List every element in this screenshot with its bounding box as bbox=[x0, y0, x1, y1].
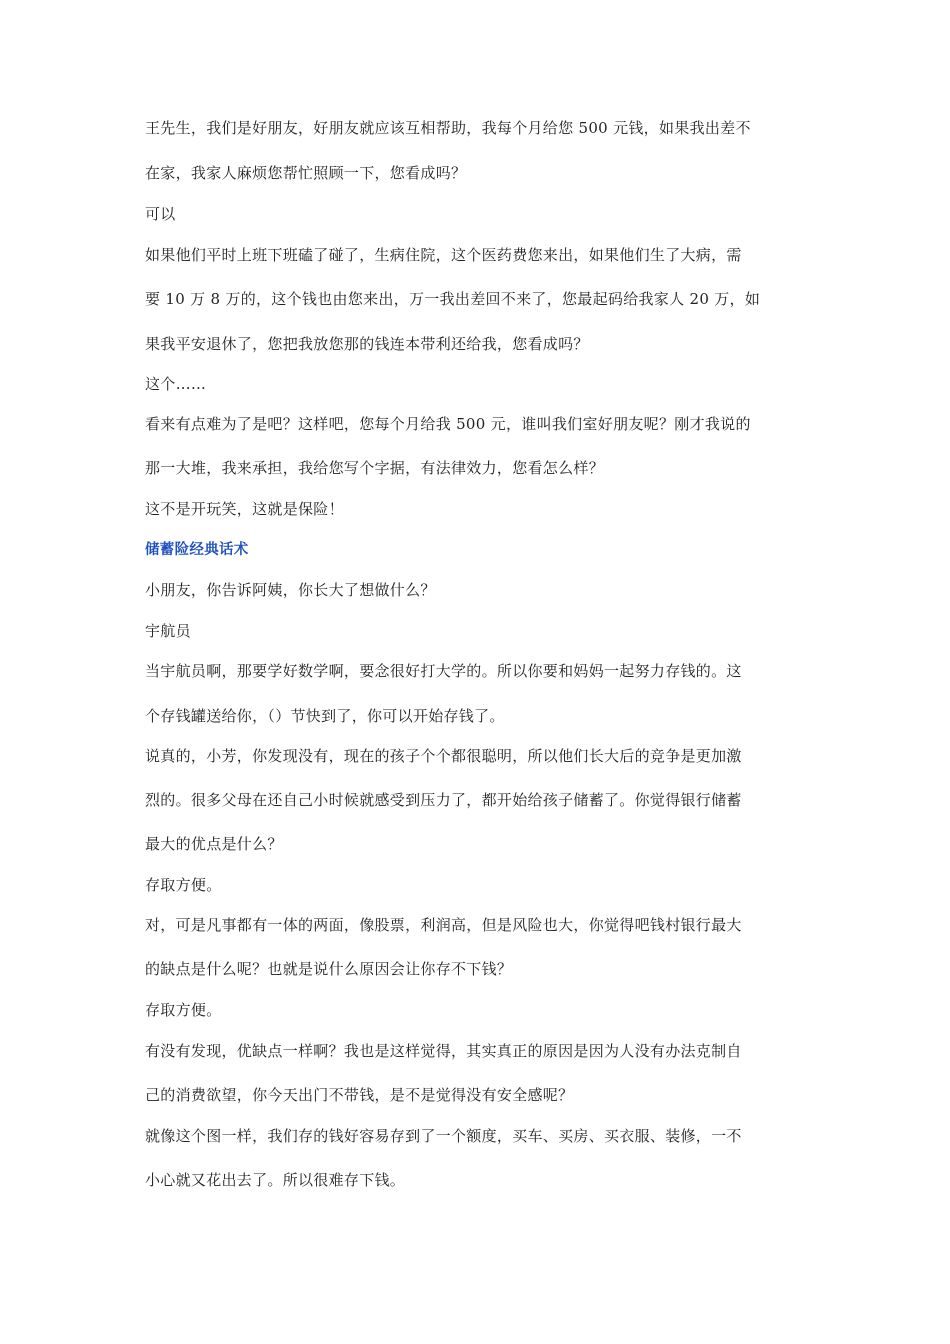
paragraph-line: 个存钱罐送给你，（）节快到了，你可以开始存钱了。 bbox=[145, 707, 505, 725]
paragraph-line: 小朋友，你告诉阿姨，你长大了想做什么？ bbox=[145, 581, 436, 599]
dialogue-reply: 可以 bbox=[145, 205, 176, 223]
dialogue-reply: 存取方便。 bbox=[145, 1001, 222, 1019]
paragraph-line: 这不是开玩笑，这就是保险！ bbox=[145, 500, 344, 518]
paragraph-line: 烈的。很多父母在还自己小时候就感受到压力了，都开始给孩子储蓄了。你觉得银行储蓄 bbox=[145, 791, 742, 809]
paragraph-line: 说真的，小芳，你发现没有，现在的孩子个个都很聪明，所以他们长大后的竞争是更加激 bbox=[145, 747, 742, 765]
paragraph-line: 最大的优点是什么？ bbox=[145, 835, 283, 853]
paragraph-line: 如果他们平时上班下班磕了碰了，生病住院，这个医药费您来出，如果他们生了大病，需 bbox=[145, 246, 742, 264]
paragraph-line: 那一大堆，我来承担，我给您写个字据，有法律效力，您看怎么样？ bbox=[145, 459, 605, 477]
paragraph-line: 果我平安退休了，您把我放您那的钱连本带利还给我，您看成吗？ bbox=[145, 335, 589, 353]
paragraph-line: 就像这个图一样，我们存的钱好容易存到了一个额度，买车、买房、买衣服、装修，一不 bbox=[145, 1127, 742, 1145]
paragraph-line: 当宇航员啊，那要学好数学啊，要念很好打大学的。所以你要和妈妈一起努力存钱的。这 bbox=[145, 662, 742, 680]
dialogue-reply: 宇航员 bbox=[145, 622, 191, 640]
paragraph-line: 己的消费欲望，你今天出门不带钱，是不是觉得没有安全感呢？ bbox=[145, 1086, 574, 1104]
section-heading: 储蓄险经典话术 bbox=[145, 542, 249, 558]
paragraph-line: 对，可是凡事都有一体的两面，像股票，利润高，但是风险也大，你觉得吧钱村银行最大 bbox=[145, 916, 742, 934]
paragraph-line: 看来有点难为了是吧？这样吧，您每个月给我 500 元，谁叫我们室好朋友呢？刚才我说的 bbox=[145, 415, 751, 433]
paragraph-line: 在家，我家人麻烦您帮忙照顾一下，您看成吗？ bbox=[145, 164, 467, 182]
paragraph-line: 王先生，我们是好朋友，好朋友就应该互相帮助，我每个月给您 500 元钱，如果我出差不 bbox=[145, 119, 751, 137]
dialogue-reply: 这个…… bbox=[145, 375, 207, 393]
paragraph-line: 小心就又花出去了。所以很难存下钱。 bbox=[145, 1171, 406, 1189]
dialogue-reply: 存取方便。 bbox=[145, 876, 222, 894]
paragraph-line: 的缺点是什么呢？也就是说什么原因会让你存不下钱？ bbox=[145, 960, 513, 978]
paragraph-line: 要 10 万 8 万的，这个钱也由您来出，万一我出差回不来了，您最起码给我家人 20 万，如 bbox=[145, 290, 761, 308]
paragraph-line: 有没有发现，优缺点一样啊？我也是这样觉得，其实真正的原因是因为人没有办法克制自 bbox=[145, 1042, 742, 1060]
